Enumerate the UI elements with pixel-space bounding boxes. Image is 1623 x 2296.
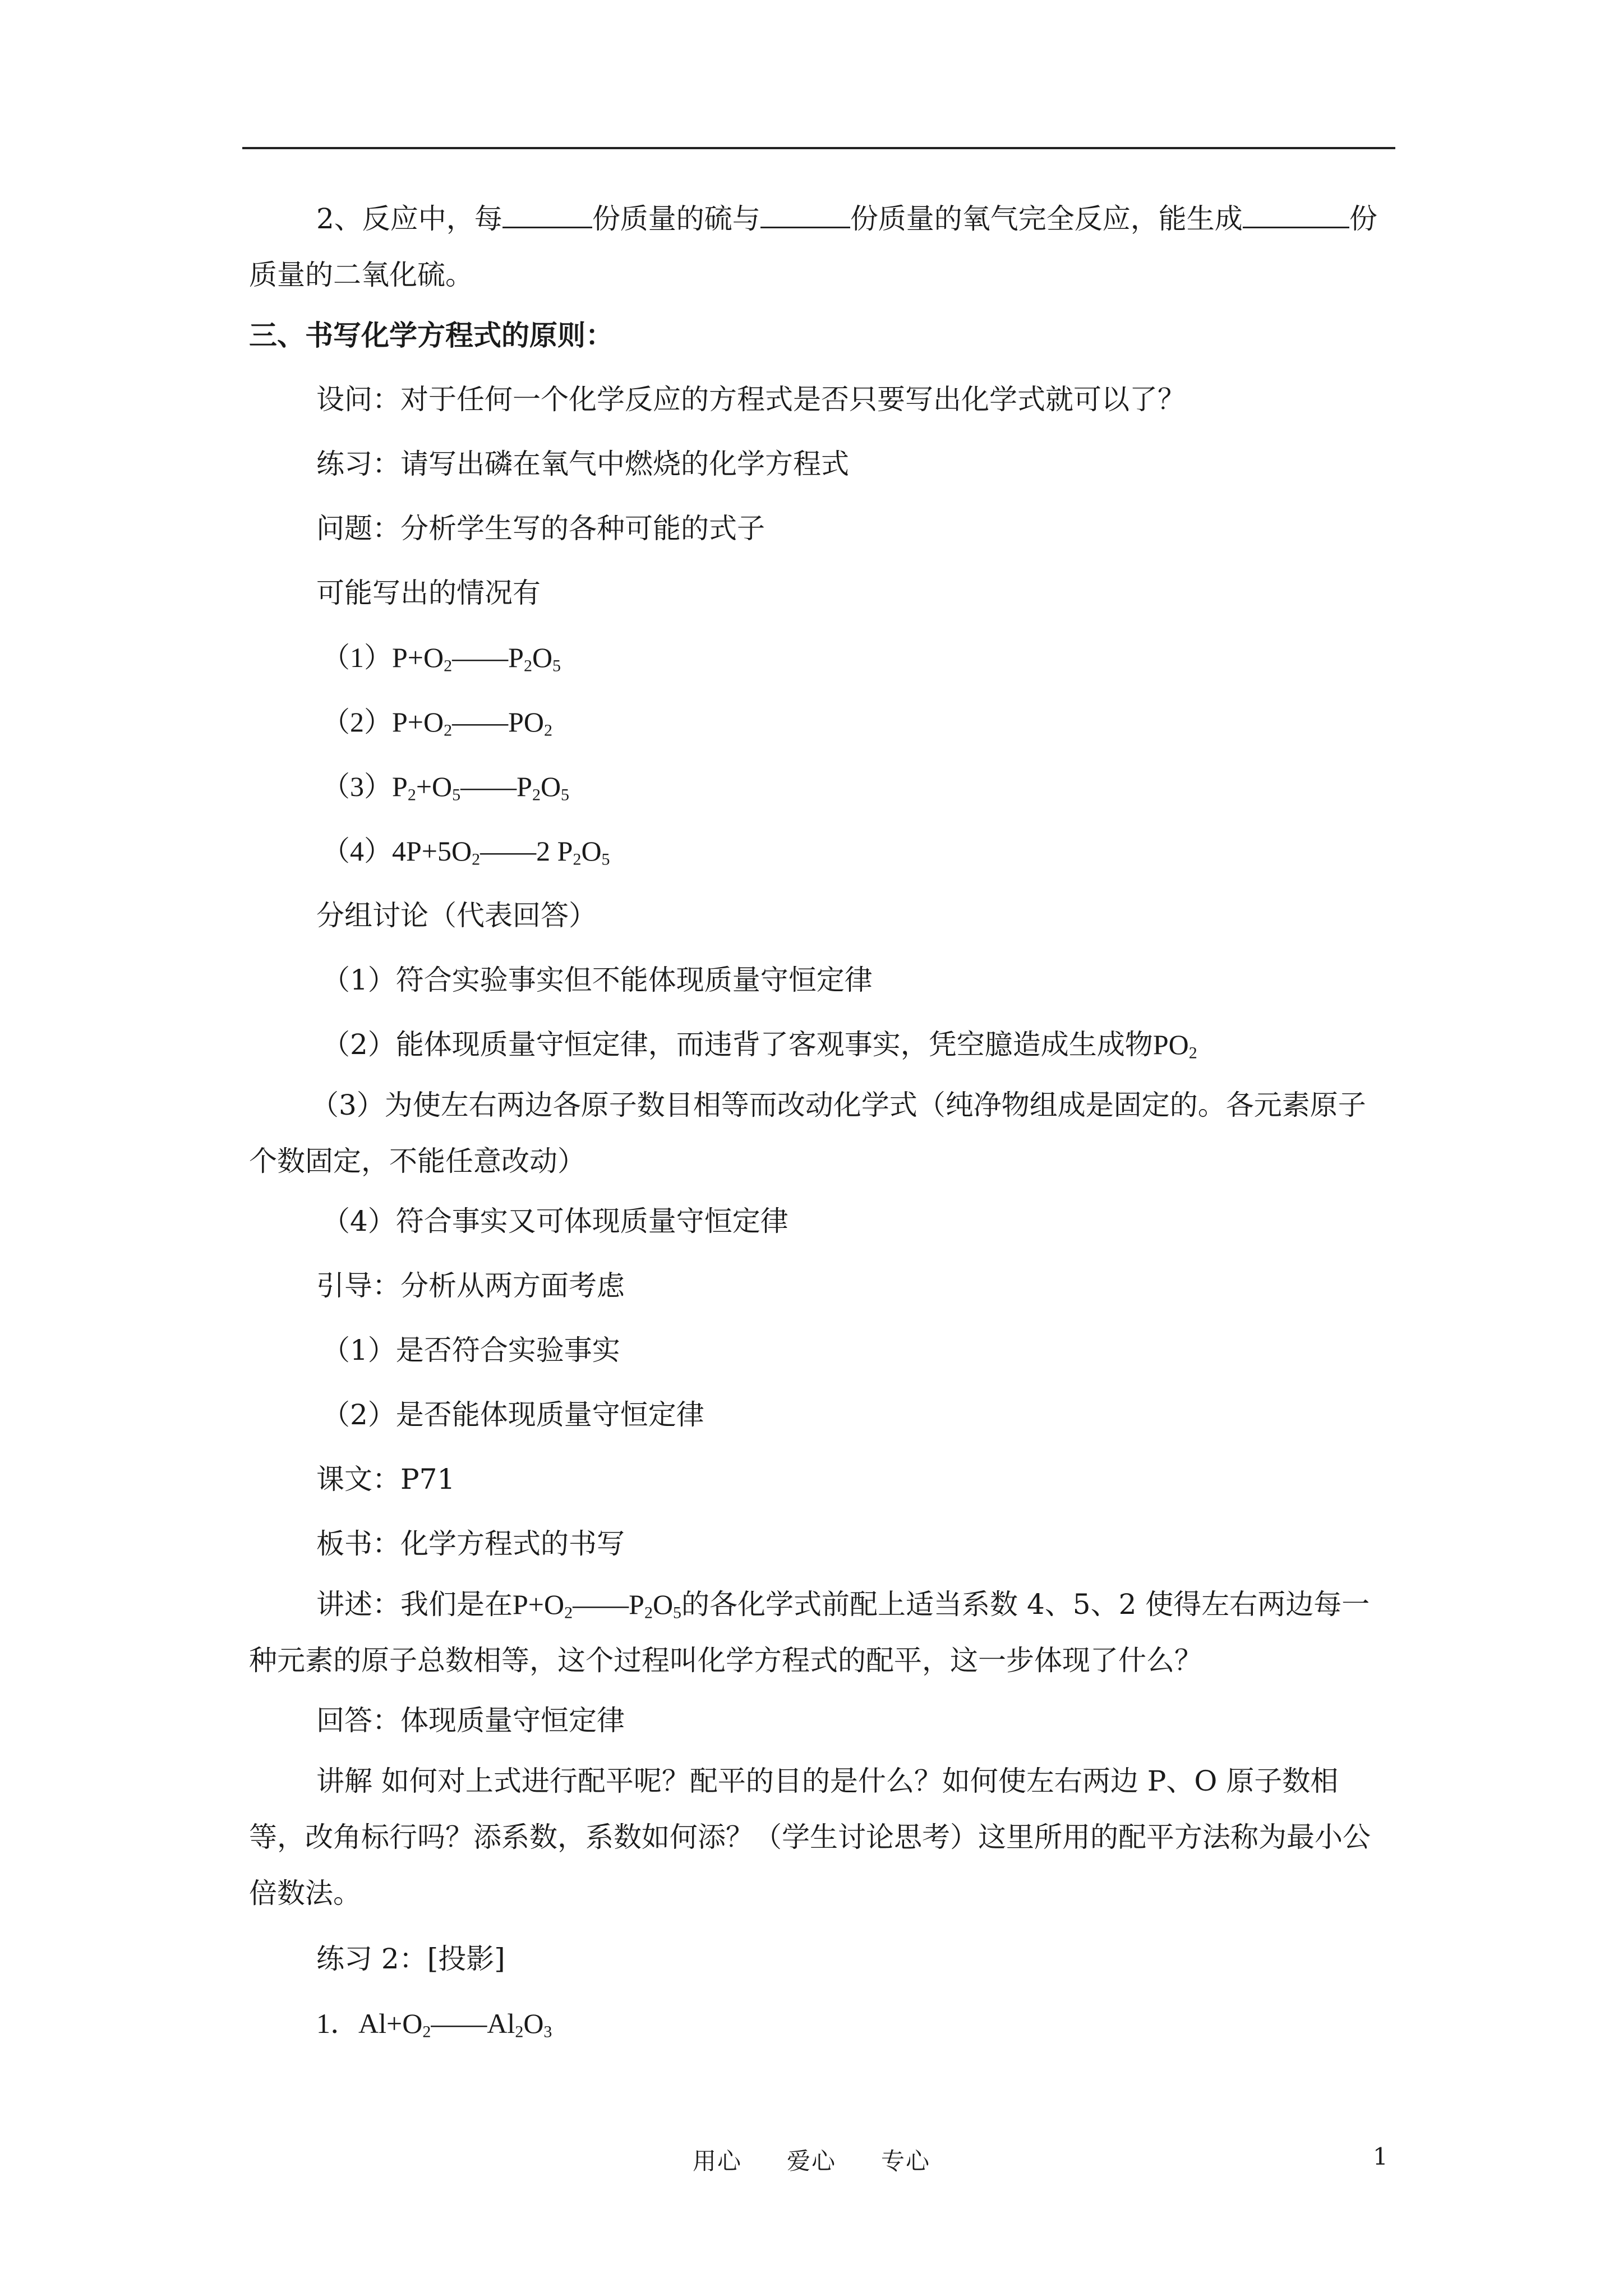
document-body bbox=[249, 191, 1390, 2056]
equation-1: $(1)P+O_2——P_2O_5$ bbox=[322, 642, 561, 675]
answer-3: （3）为使左右两边各原子数目相等而改动化学式（纯净物组成是固定的。各元素原子个数固定，不能任意改动） bbox=[249, 1089, 1366, 1177]
say-line: 讲述：我们是在$P+O_2——P_2O_5$的各化学式前配上适当系数 4、5、2 使得左右两边每一种元素的原子总数相等，这个过程叫化学方程式的配平，这一步体现了什么？ bbox=[249, 1588, 1370, 1677]
equation-3: $(3)P_2+O_5——P_2O_5$ bbox=[322, 771, 570, 804]
equation-4: $(4)4P+5O_2——2$ $P_2O_5$ bbox=[322, 835, 610, 869]
equation-2: $(2)P+O_2——PO_2$ bbox=[322, 706, 553, 740]
section-heading: 三、书写化学方程式的原则： bbox=[249, 319, 614, 352]
ask-line: 设问：对于任何一个化学反应的方程式是否只要写出化学式就可以了？ bbox=[316, 383, 1186, 416]
board-line: 板书：化学方程式的书写 bbox=[316, 1527, 625, 1560]
question-2: 2、反应中，每 份质量的硫与 份质量的氧气完全反应，能生成 份质量的二氧化硫。 bbox=[249, 191, 1390, 303]
answer-1: （1）符合实验事实但不能体现质量守恒定律 bbox=[322, 964, 873, 996]
exercise-1: 1．$Al+O_2——Al_2O_3$ bbox=[316, 2008, 552, 2041]
guide-2: （2）是否能体现质量守恒定律 bbox=[322, 1398, 704, 1431]
group-line: 分组讨论（代表回答） bbox=[316, 899, 597, 932]
answer-line: 回答：体现质量守恒定律 bbox=[316, 1704, 625, 1737]
explain-line: 讲解 如何对上式进行配平呢？配平的目的是什么？如何使左右两边 P、O 原子数相等，改角标行吗？添系数，系数如何添？（学生讨论思考）这里所用的配平方法称为最小公倍数法。 bbox=[249, 1765, 1371, 1910]
possible-line: 可能写出的情况有 bbox=[316, 577, 541, 609]
answer-2: （2）能体现质量守恒定律，而违背了客观事实，凭空臆造成生成物$PO_2$ bbox=[322, 1028, 1197, 1062]
footer-slogan: 用心 爱心 专心 bbox=[692, 2147, 931, 2175]
page-number: 1 bbox=[1373, 2143, 1388, 2170]
answer-4: （4）符合事实又可体现质量守恒定律 bbox=[322, 1205, 789, 1237]
practice-line: 练习：请写出磷在氧气中燃烧的化学方程式 bbox=[316, 448, 849, 480]
guide-1: （1）是否符合实验事实 bbox=[322, 1334, 620, 1366]
header-rule bbox=[242, 147, 1395, 149]
guide-line: 引导：分析从两方面考虑 bbox=[316, 1269, 625, 1302]
practice2-line: 练习 2：[投影] bbox=[316, 1943, 505, 1975]
problem-line: 问题：分析学生写的各种可能的式子 bbox=[316, 512, 765, 545]
text-line: 课文：P71 bbox=[316, 1463, 455, 1496]
